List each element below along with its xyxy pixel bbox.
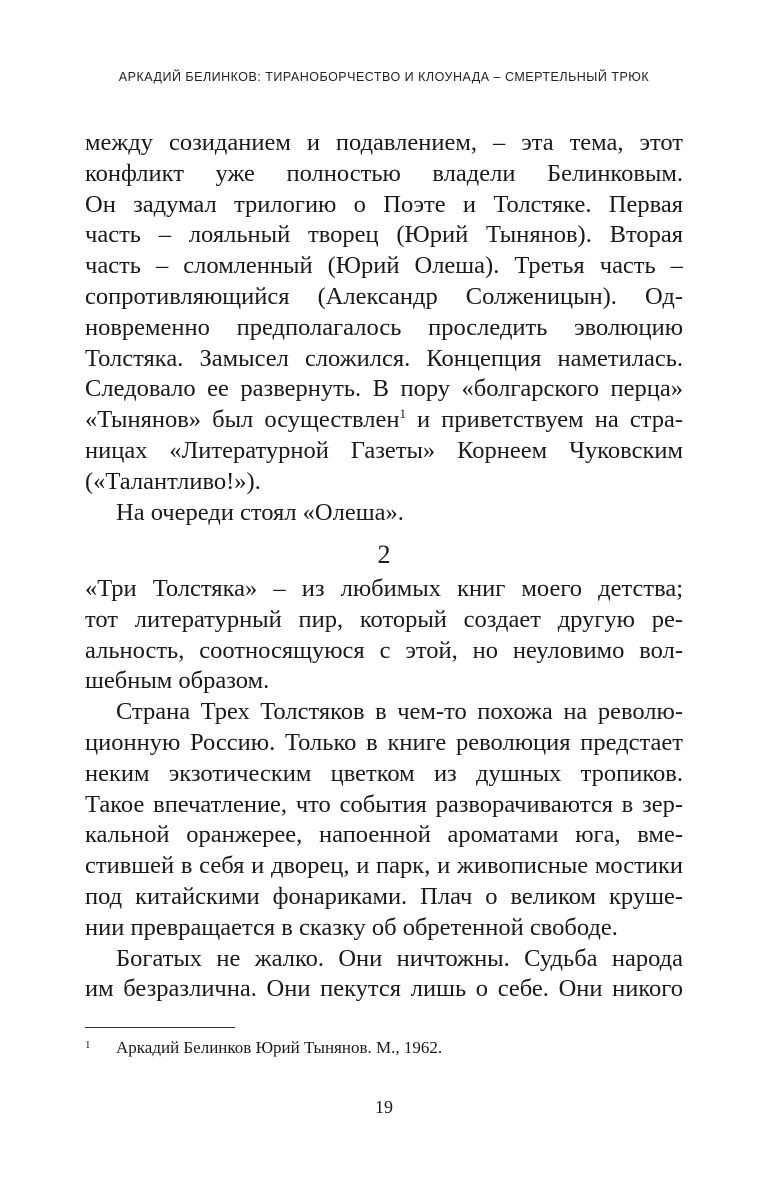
paragraph-line: Страна Трех Толстяков в чем-то похожа на револю- (116, 698, 683, 726)
text-line: тот литературный пир, который создает другую ре- (85, 605, 683, 633)
footnote-text: Аркадий Белинков Юрий Тынянов. М., 1962. (116, 1038, 443, 1057)
text-line: конфликт уже полностью владели Белинковым. (85, 159, 683, 187)
text-line: между созиданием и подавлением, – эта тема, этот (85, 129, 683, 156)
paragraph-line: Богатых не жалко. Они ничтожны. Судьба народа (116, 944, 683, 972)
text-line: стившей в себя и дворец, и парк, и живописные мостики (85, 852, 683, 880)
text-line: сопротивляющийся (Александр Солженицын). Од- (85, 282, 683, 310)
text-block-2 (85, 574, 683, 1005)
text-fragment: «Тынянов» был осуществлен (85, 406, 400, 434)
section-number: 2 (377, 540, 391, 569)
footnote-divider (85, 1027, 235, 1028)
text-line: альность, соотносящуюся с этой, но неуловимо вол- (85, 636, 683, 664)
text-block-1 (85, 128, 683, 528)
text-line-with-footnote (85, 405, 683, 436)
text-line: им безразлична. Они пекутся лишь о себе. Они никого (85, 975, 683, 1003)
running-header: АРКАДИЙ БЕЛИНКОВ: ТИРАНОБОРЧЕСТВО И КЛОУНАДА – СМЕРТЕЛЬНЫЙ ТРЮК (118, 70, 650, 84)
text-line: ционную Россию. Только в книге революция предстает (85, 728, 683, 756)
page-number: 19 (375, 1097, 393, 1117)
text-line: Такое впечатление, что события разворачиваются в зер- (85, 790, 683, 818)
text-line: шебным образом. (85, 667, 270, 695)
text-line: кальной оранжерее, напоенной ароматами юга, вме- (85, 821, 683, 849)
footnote-mark: 1 (85, 1039, 91, 1051)
text-line: нии превращается в сказку об обретенной свободе. (85, 913, 618, 941)
footnote-reference[interactable]: 1 (399, 406, 406, 422)
text-line: неким экзотическим цветком из душных тропиков. (85, 759, 683, 787)
text-line: Толстяка. Замысел сложился. Концепция наметилась. (85, 344, 683, 372)
text-line: («Талантливо!»). (85, 467, 261, 495)
text-line: Он задумал трилогию о Поэте и Толстяке. Первая (85, 190, 683, 218)
text-line: ницах «Литературной Газеты» Корнеем Чуковским (85, 436, 683, 464)
footnote (85, 1034, 683, 1059)
text-line: новременно предполагалось проследить эволюцию (85, 313, 683, 341)
text-line: часть – лояльный творец (Юрий Тынянов). Вторая (85, 221, 683, 249)
text-line: часть – сломленный (Юрий Олеша). Третья часть – (85, 252, 683, 280)
text-fragment: и приветствуем на стра- (405, 406, 684, 434)
text-line: Следовало ее развернуть. В пору «болгарского перца» (85, 375, 683, 403)
paragraph-line: На очереди стоял «Олеша». (116, 498, 404, 526)
text-line: «Три Толстяка» – из любимых книг моего детства; (85, 575, 683, 602)
text-line: под китайскими фонариками. Плач о великом круше- (85, 882, 683, 910)
